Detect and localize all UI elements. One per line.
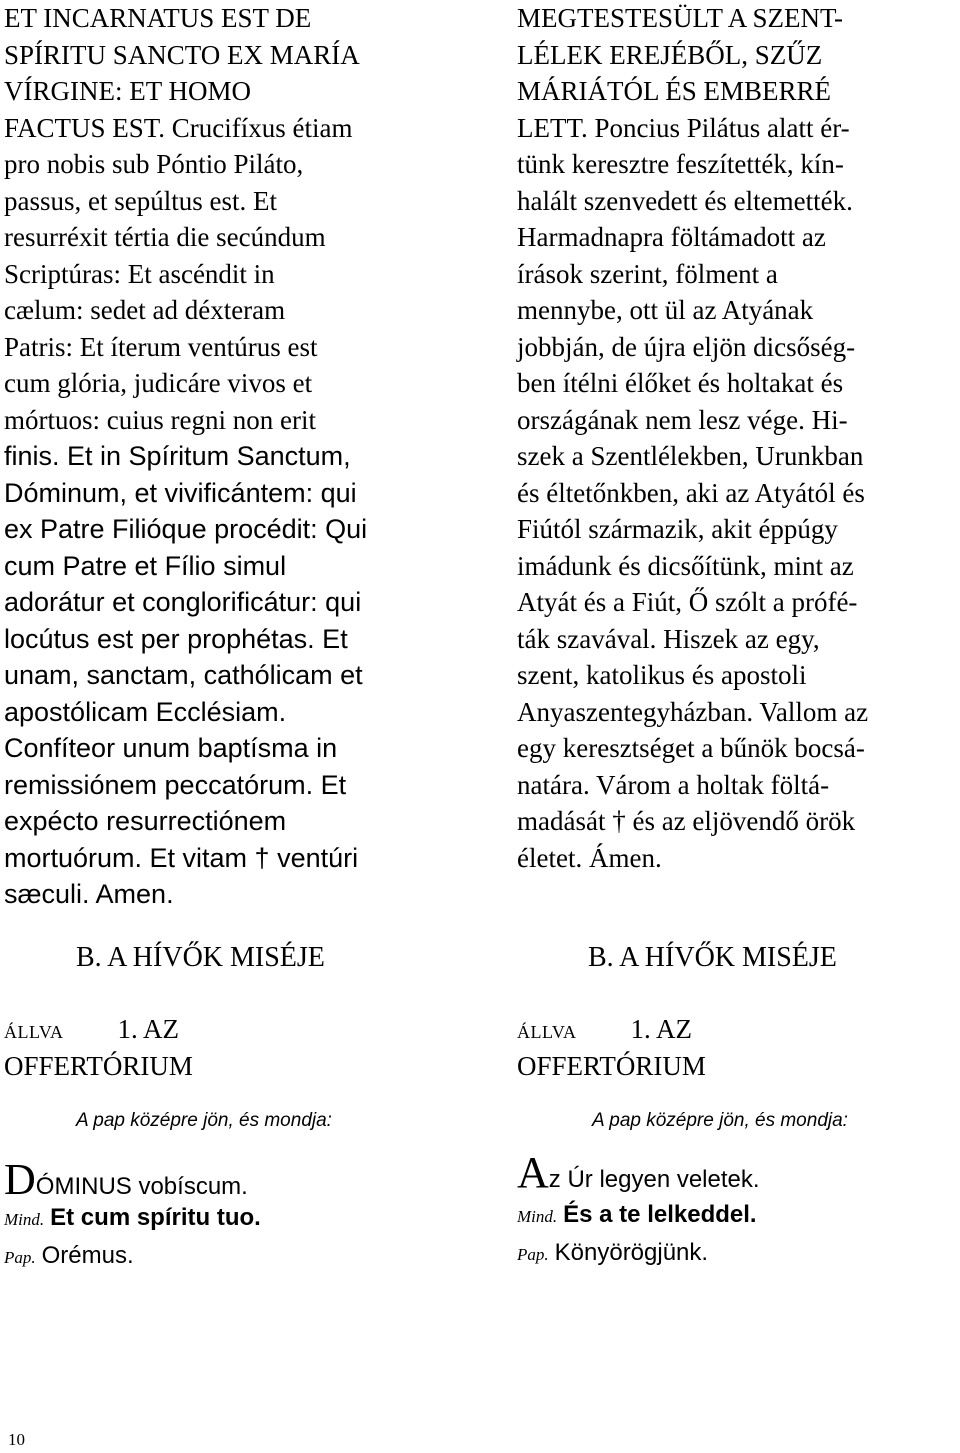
dialog-role-pap-left: Pap. bbox=[4, 1248, 36, 1267]
hungarian-column bbox=[517, 0, 957, 876]
dialog-line-1-right bbox=[517, 1148, 760, 1201]
rubric-right: A pap középre jön, és mondja: bbox=[592, 1110, 848, 1131]
dialog-line-2-left bbox=[4, 1204, 261, 1242]
latin-line: ET INCARNATUS EST DE bbox=[4, 3, 312, 33]
latin-line: mórtuos: cuius regni non erit bbox=[4, 404, 316, 435]
latin-line: ex Patre Filióque procédit: Qui bbox=[4, 514, 368, 544]
hungarian-line: országának nem lesz vége. Hi- bbox=[517, 404, 848, 435]
station-title-line2-left: OFFERTÓRIUM bbox=[4, 1051, 193, 1081]
hungarian-line: LÉLEK EREJÉBŐL, SZŰZ bbox=[517, 39, 823, 70]
latin-line: remissiónem peccatórum. Et bbox=[4, 769, 347, 800]
dialog-response-right: És a te lelkeddel. bbox=[563, 1201, 757, 1228]
latin-line: adorátur et conglorificátur: qui bbox=[4, 587, 362, 617]
dialog-line-3-left bbox=[4, 1242, 261, 1270]
hungarian-line: és éltetőnkben, aki az Atyától és bbox=[517, 477, 865, 508]
latin-line: Confíteor unum baptísma in bbox=[4, 733, 338, 763]
dialog-left bbox=[4, 1155, 261, 1270]
latin-column bbox=[4, 0, 454, 913]
dialog-line-2-right bbox=[517, 1201, 760, 1239]
hungarian-line: MEGTESTESÜLT A SZENT- bbox=[517, 3, 844, 33]
hungarian-line: életet. Ámen. bbox=[517, 842, 662, 873]
hungarian-line: natára. Várom a holtak föltá- bbox=[517, 769, 830, 800]
hungarian-line: mennybe, ott ül az Atyának bbox=[517, 295, 814, 325]
latin-line: mortuórum. Et vitam † ventúri bbox=[4, 842, 359, 873]
dialog-line-1-left bbox=[4, 1155, 261, 1204]
dialog-line-3-right bbox=[517, 1239, 760, 1267]
rubric-left: A pap középre jön, és mondja: bbox=[76, 1110, 332, 1131]
dialog-prayer-right: Könyörögjünk. bbox=[554, 1239, 709, 1266]
page-number: 10 bbox=[8, 1430, 25, 1449]
station-title-line1-left: 1. AZ bbox=[117, 1014, 180, 1044]
latin-line: cælum: sedet ad déxteram bbox=[4, 295, 286, 325]
latin-line: resurréxit tértia die secúndum bbox=[4, 222, 326, 252]
latin-line: apostólicam Ecclésiam. bbox=[4, 696, 287, 727]
latin-line: Scriptúras: Et ascéndit in bbox=[4, 258, 275, 289]
hungarian-line: LETT. Poncius Pilátus alatt ér- bbox=[517, 112, 850, 143]
dialog-initial-left: D bbox=[4, 1155, 36, 1204]
hungarian-line: Harmadnapra föltámadott az bbox=[517, 222, 826, 252]
section-heading-left: B. A HÍVŐK MISÉJE bbox=[76, 942, 325, 973]
latin-credo-text bbox=[4, 0, 454, 913]
dialog-role-mind-right: Mind. bbox=[517, 1207, 558, 1226]
hungarian-line: szent, katolikus és apostoli bbox=[517, 660, 807, 690]
latin-line: passus, et sepúltus est. Et bbox=[4, 185, 277, 216]
hungarian-line: tünk keresztre feszítették, kín- bbox=[517, 149, 844, 179]
latin-line: locútus est per prophétas. Et bbox=[4, 623, 348, 654]
dialog-role-mind-left: Mind. bbox=[4, 1210, 45, 1229]
hungarian-line: jobbján, de újra eljön dicsőség- bbox=[517, 331, 856, 362]
dialog-right bbox=[517, 1148, 760, 1267]
section-heading-right: B. A HÍVŐK MISÉJE bbox=[588, 942, 837, 973]
latin-line: Patris: Et íterum ventúrus est bbox=[4, 331, 318, 362]
latin-line: sæculi. Amen. bbox=[4, 879, 174, 909]
hungarian-credo-text bbox=[517, 0, 957, 876]
hungarian-line: halált szenvedett és eltemették. bbox=[517, 185, 853, 216]
dialog-oremus-left: Orémus. bbox=[41, 1242, 134, 1269]
hungarian-line: írások szerint, fölment a bbox=[517, 258, 778, 289]
station-heading-right bbox=[517, 1012, 706, 1083]
latin-line: cum Patre et Fílio simul bbox=[4, 550, 287, 581]
latin-line: SPÍRITU SANCTO EX MARÍA bbox=[4, 39, 360, 70]
station-title-line1-right: 1. AZ bbox=[630, 1014, 693, 1044]
latin-line: pro nobis sub Póntio Piláto, bbox=[4, 149, 304, 179]
hungarian-line: MÁRIÁTÓL ÉS EMBERRÉ bbox=[517, 76, 832, 106]
hungarian-line: madását † és az eljövendő örök bbox=[517, 806, 856, 836]
station-title-line2-right: OFFERTÓRIUM bbox=[517, 1051, 706, 1081]
latin-line: Dóminum, et vivificántem: qui bbox=[4, 477, 357, 508]
dialog-role-pap-right: Pap. bbox=[517, 1245, 549, 1264]
latin-line: unam, sanctam, cathólicam et bbox=[4, 660, 363, 690]
hungarian-line: Fiútól származik, akit éppúgy bbox=[517, 514, 838, 544]
dialog-response-left: Et cum spíritu tuo. bbox=[50, 1204, 261, 1231]
dialog-initial-right: A bbox=[517, 1148, 549, 1197]
dialog-line1-left: ÓMINUS vobíscum. bbox=[35, 1173, 248, 1200]
latin-line: VÍRGINE: ET HOMO bbox=[4, 76, 251, 106]
station-prefix-left: ÁLLVA bbox=[4, 1022, 64, 1042]
hungarian-line: szek a Szentlélekben, Urunkban bbox=[517, 441, 864, 471]
hungarian-line: imádunk és dicsőítünk, mint az bbox=[517, 550, 854, 581]
latin-line: expécto resurrectiónem bbox=[4, 806, 287, 836]
hungarian-line: Atyát és a Fiút, Ő szólt a prófé- bbox=[517, 587, 858, 617]
latin-line: finis. Et in Spíritum Sanctum, bbox=[4, 441, 351, 471]
dialog-line1-right: z Úr legyen veletek. bbox=[548, 1166, 760, 1193]
station-prefix-right: ÁLLVA bbox=[517, 1022, 577, 1042]
hungarian-line: ták szavával. Hiszek az egy, bbox=[517, 623, 820, 654]
latin-line: cum glória, judicáre vivos et bbox=[4, 368, 313, 398]
hungarian-line: Anyaszentegyházban. Vallom az bbox=[517, 696, 869, 727]
hungarian-line: ben ítélni élőket és holtakat és bbox=[517, 368, 844, 398]
hungarian-line: egy keresztséget a bűnök bocsá- bbox=[517, 733, 865, 763]
latin-line: FACTUS EST. Crucifíxus étiam bbox=[4, 112, 353, 143]
station-heading-left bbox=[4, 1012, 193, 1083]
